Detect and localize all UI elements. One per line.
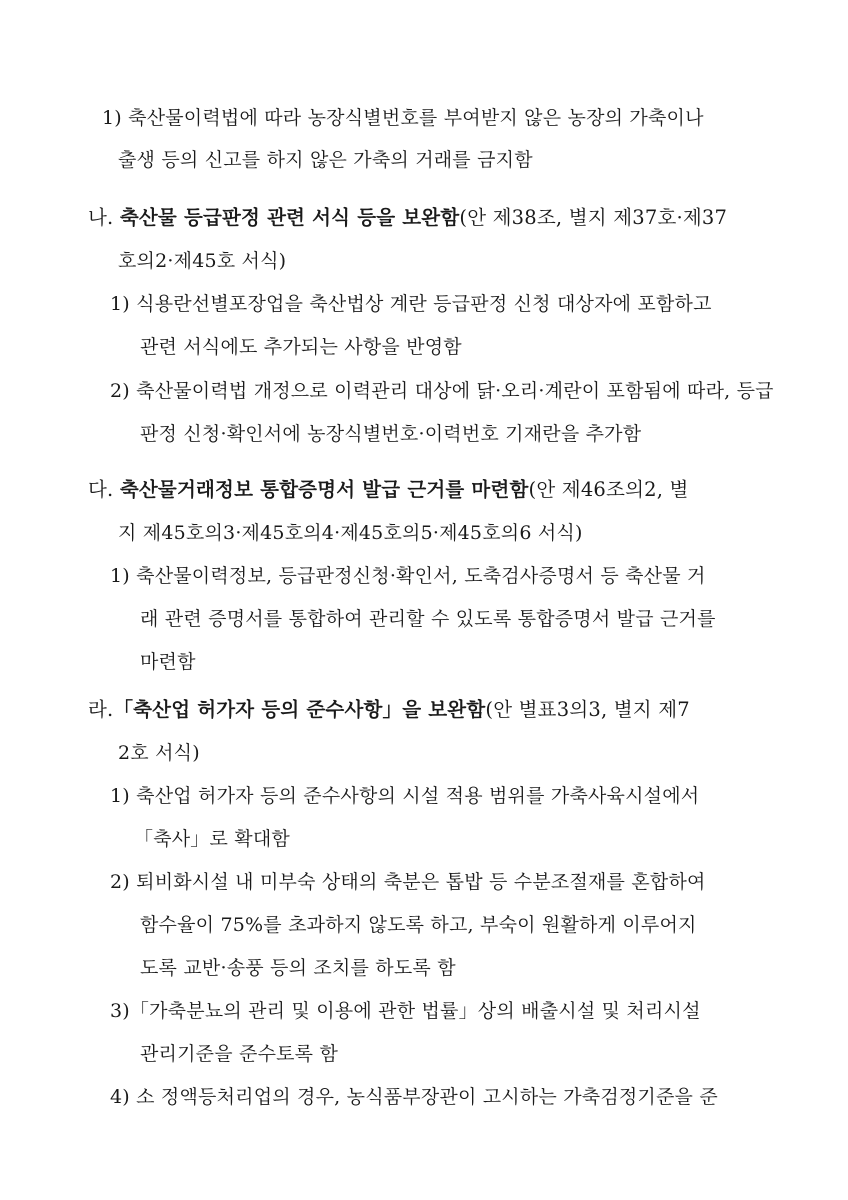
section-title: 축산물거래정보 통합증명서 발급 근거를 마련함 bbox=[119, 478, 529, 501]
section-reference: (안 별표3의3, 별지 제7 bbox=[485, 698, 690, 721]
list-item: 1) 축산물이력정보, 등급판정신청·확인서, 도축검사증명서 등 축산물 거 bbox=[110, 565, 706, 587]
section-reference-continuation: 지 제45호의3·제45호의4·제45호의5·제45호의6 서식) bbox=[118, 522, 583, 544]
section-reference: (안 제38조, 별지 제37호·제37 bbox=[459, 206, 728, 229]
list-item-continuation: 마련함 bbox=[140, 651, 196, 673]
section-heading-da bbox=[88, 477, 689, 503]
list-item: 1) 축산업 허가자 등의 준수사항의 시설 적용 범위를 가축사육시설에서 bbox=[110, 785, 700, 807]
list-item-continuation: 래 관련 증명서를 통합하여 관리할 수 있도록 통합증명서 발급 근거를 bbox=[140, 608, 716, 630]
list-item-continuation: 도록 교반·송풍 등의 조치를 하도록 함 bbox=[140, 957, 456, 979]
list-item: 1) 축산물이력법에 따라 농장식별번호를 부여받지 않은 농장의 가축이나 bbox=[102, 107, 704, 129]
list-item-continuation: 출생 등의 신고를 하지 않은 가축의 거래를 금지함 bbox=[118, 149, 533, 171]
section-marker: 라. bbox=[88, 698, 114, 721]
list-item-continuation: 「축사」로 확대함 bbox=[134, 828, 290, 850]
list-item: 2) 축산물이력법 개정으로 이력관리 대상에 닭·오리·계란이 포함됨에 따라, 등급 bbox=[110, 380, 774, 402]
list-item: 3)「가축분뇨의 관리 및 이용에 관한 법률」상의 배출시설 및 처리시설 bbox=[110, 1000, 701, 1022]
list-item: 2) 퇴비화시설 내 미부숙 상태의 축분은 톱밥 등 수분조절재를 혼합하여 bbox=[110, 871, 706, 893]
section-heading-na bbox=[88, 205, 727, 231]
section-marker: 나. bbox=[88, 206, 114, 229]
list-item: 4) 소 정액등처리업의 경우, 농식품부장관이 고시하는 가축검정기준을 준 bbox=[110, 1086, 718, 1108]
section-reference-continuation: 2호 서식) bbox=[118, 742, 200, 764]
section-title: 축산물 등급판정 관련 서식 등을 보완함 bbox=[119, 206, 460, 229]
section-marker: 다. bbox=[88, 478, 114, 501]
list-item: 1) 식용란선별포장업을 축산법상 계란 등급판정 신청 대상자에 포함하고 bbox=[110, 293, 712, 315]
section-heading-ra bbox=[88, 697, 690, 723]
section-reference: (안 제46조의2, 별 bbox=[528, 478, 689, 501]
list-item-continuation: 함수율이 75%를 초과하지 않도록 하고, 부숙이 원활하게 이루어지 bbox=[140, 914, 697, 936]
list-item-continuation: 판정 신청·확인서에 농장식별번호·이력번호 기재란을 추가함 bbox=[140, 423, 642, 445]
section-reference-continuation: 호의2·제45호 서식) bbox=[118, 250, 287, 272]
list-item-continuation: 관련 서식에도 추가되는 사항을 반영함 bbox=[140, 336, 462, 358]
list-item-continuation: 관리기준을 준수토록 함 bbox=[140, 1043, 339, 1065]
section-title: 「축산업 허가자 등의 준수사항」을 보완함 bbox=[113, 698, 486, 721]
